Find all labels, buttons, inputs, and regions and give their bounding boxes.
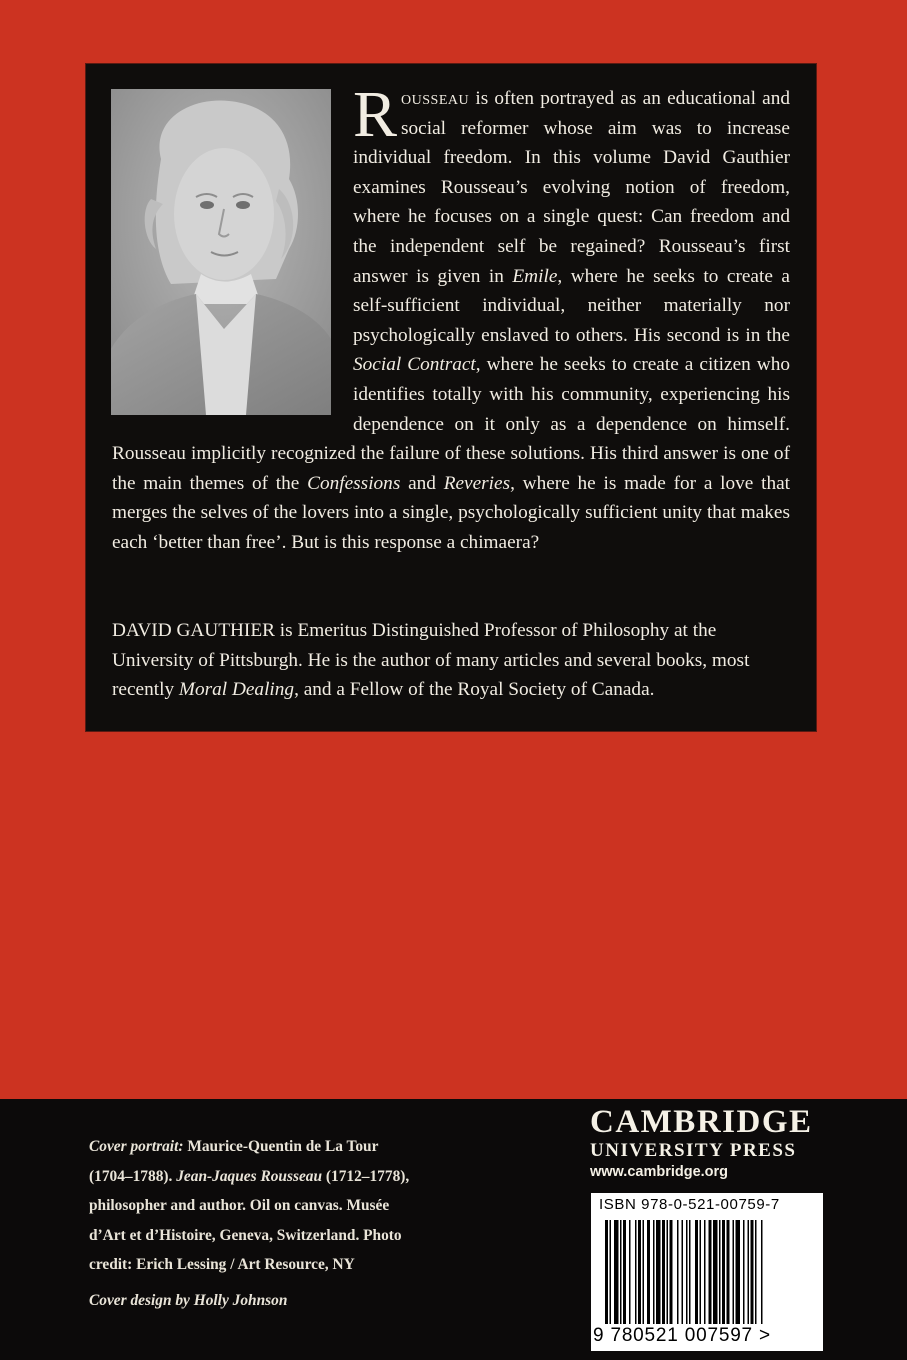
title-confessions: Confessions	[307, 472, 401, 494]
credits-text-2: (1712–1778), philosopher and author. Oil on canvas. Musée d’Art et d’Histoire, Geneva, Switzerland. Photo credit: Erich Lessing / Art Resource, NY	[89, 1167, 410, 1273]
publisher-url: www.cambridge.org	[590, 1164, 729, 1180]
barcode-bar	[709, 1220, 712, 1324]
barcode-bar	[677, 1220, 679, 1324]
barcode-bar	[647, 1220, 650, 1324]
barcode-bar	[686, 1220, 688, 1324]
cover-design-credit: Cover design by Holly Johnson	[89, 1292, 288, 1309]
barcode-bar	[736, 1220, 741, 1324]
barcode-bar	[719, 1220, 721, 1324]
drop-cap: R	[353, 78, 398, 151]
description-text-3: , where he seeks to create a citizen who identifies totally with his community, experiencing his dependence on it only as a dependence on himself. Rousseau implicitly recognized the failure of these solutions. His third answer is one of the main themes of the	[112, 354, 790, 494]
isbn-number: ISBN 978-0-521-00759-7	[599, 1196, 780, 1213]
barcode-bar	[722, 1220, 725, 1324]
barcode-bar	[614, 1220, 619, 1324]
bio-text-2: , and a Fellow of the Royal Society of Canada.	[294, 679, 655, 701]
barcode-bar	[629, 1220, 631, 1324]
publisher-name: CAMBRIDGE	[590, 1104, 813, 1140]
cover-credits	[89, 1132, 419, 1280]
barcode-bar	[755, 1220, 757, 1324]
publisher-logo	[590, 1104, 830, 1182]
author-bio	[112, 616, 790, 705]
barcode-bar	[662, 1220, 665, 1324]
description-text-2: , where he seeks to create a self-sufficient individual, neither materially nor psychologically enslaved to others. His second is in the	[353, 265, 790, 346]
footer-band	[0, 1099, 907, 1360]
barcode-bar	[653, 1220, 655, 1324]
barcode-bar	[743, 1220, 745, 1324]
description-and: and	[400, 472, 444, 494]
barcode-bar	[727, 1220, 730, 1324]
barcode-bar	[695, 1220, 698, 1324]
barcode-bar	[751, 1220, 754, 1324]
barcode-bar	[748, 1220, 750, 1324]
barcode-bar	[667, 1220, 669, 1324]
portrait-spacer	[112, 84, 353, 436]
credits-title: Jean-Jaques Rousseau	[176, 1167, 323, 1185]
title-emile: Emile	[512, 265, 558, 287]
isbn-barcode	[591, 1193, 823, 1351]
barcode-bar	[643, 1220, 645, 1324]
barcode-bars	[605, 1220, 810, 1324]
barcode-bar	[682, 1220, 684, 1324]
barcode-bar	[623, 1220, 626, 1324]
description-text-4: , where he is made for a love that merges the selves of the lovers into a single, psychologically sufficient unity that makes each ‘better than free’. But is this response a chimaera?	[112, 472, 790, 553]
barcode-bar	[689, 1220, 691, 1324]
title-reveries: Reveries	[443, 472, 511, 494]
barcode-bar	[605, 1220, 608, 1324]
barcode-bar	[761, 1220, 763, 1324]
barcode-bar	[635, 1220, 637, 1324]
barcode-bar	[620, 1220, 622, 1324]
title-moral-dealing: Moral Dealing	[178, 679, 295, 701]
barcode-bar	[704, 1220, 706, 1324]
barcode-bar	[713, 1220, 718, 1324]
credits-text-1: Maurice-Quentin de La Tour (1704–1788).	[89, 1138, 379, 1185]
credits-label: Cover portrait:	[89, 1138, 184, 1155]
barcode-digits: 9 780521 007597 >	[593, 1325, 771, 1346]
title-social-contract: Social Contract	[353, 354, 476, 376]
barcode-bar	[638, 1220, 641, 1324]
publisher-press: UNIVERSITY PRESS	[590, 1140, 797, 1161]
barcode-bar	[670, 1220, 673, 1324]
barcode-bar	[733, 1220, 735, 1324]
book-description	[112, 78, 790, 558]
lead-word: ousseau	[401, 88, 470, 109]
description-panel	[86, 64, 816, 731]
barcode-bar	[700, 1220, 702, 1324]
barcode-bar	[610, 1220, 612, 1324]
description-text-1: is often portrayed as an educational and social reformer whose aim was to increase individual freedom. In this volume David Gauthier examines Rousseau’s evolving notion of freedom, where he focuses on a single quest: Can freedom and the independent self be regained? Rousseau’s first answer is given in	[353, 88, 790, 287]
bio-text-1: DAVID GAUTHIER is Emeritus Distinguished Professor of Philosophy at the University of Pittsburgh. He is the author of many articles and several books, most recently	[112, 620, 750, 701]
barcode-bar	[656, 1220, 661, 1324]
